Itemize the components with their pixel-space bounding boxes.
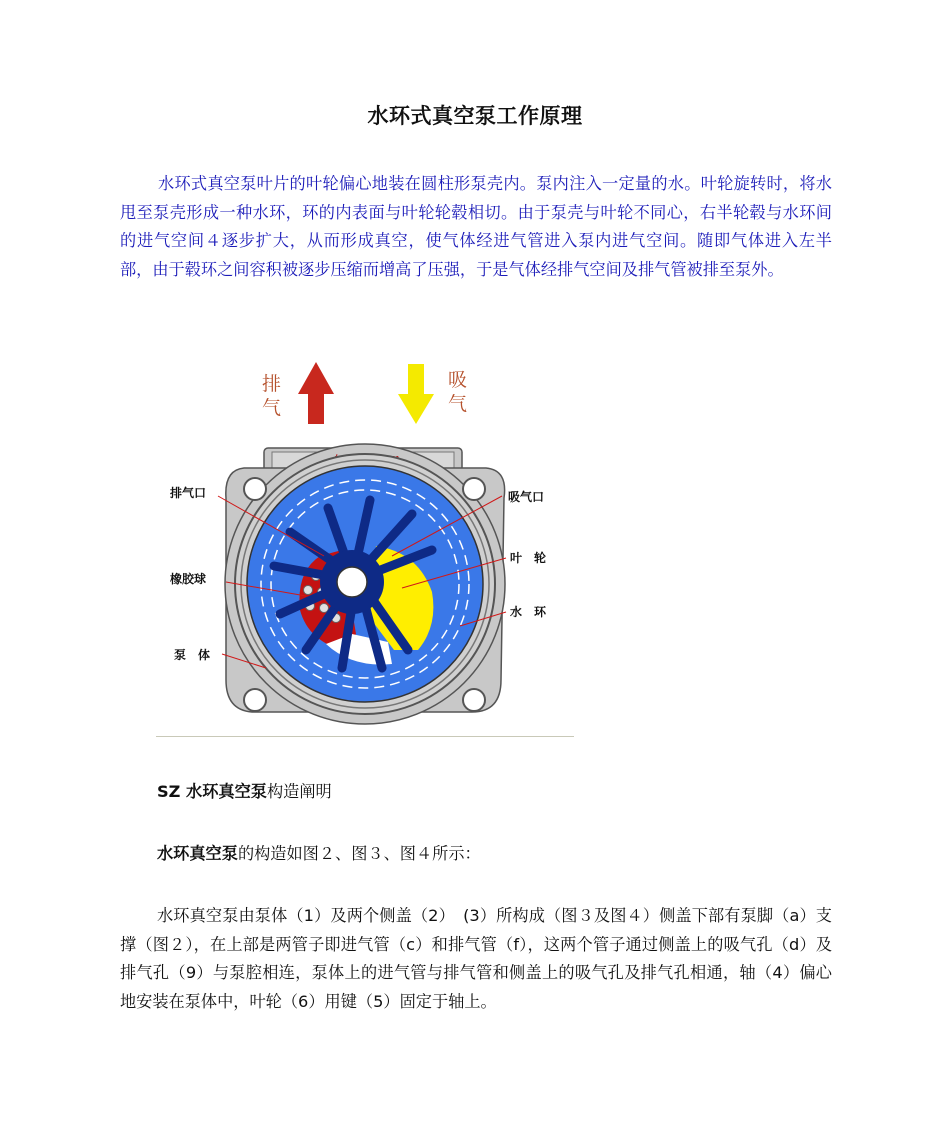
intake-arrow-icon — [398, 364, 434, 424]
label-exhaust-port: 排气口 — [170, 486, 207, 500]
intake-char-2: 气 — [448, 393, 468, 415]
structure-line-bold: 水环真空泵 — [157, 844, 238, 863]
label-impeller: 叶 轮 — [510, 551, 547, 565]
figure-rule — [156, 736, 574, 737]
label-pump-body: 泵 体 — [174, 648, 211, 662]
structure-paragraph: 水环真空泵由泵体（1）及两个侧盖（2） (3）所构成（图３及图４）侧盖下部有泵脚（a）支撑（图２），在上部是两管子即进气管（c）和排气管（f），这两个管子通过侧盖上的吸气孔（d）及排气孔（9）与泵腔相连，泵体上的进气管与排气管和侧盖上的吸气孔及排气孔相通，轴（4）偏心地安装在泵体中，叶轮（6）用键（5）固定于轴上。 — [120, 906, 832, 1011]
page-title: 水环式真空泵工作原理 — [367, 104, 583, 128]
structure-line-rest: 的构造如图２、图３、图４所示： — [237, 844, 481, 863]
label-water-ring: 水 环 — [510, 605, 547, 619]
exhaust-char-1: 排 — [262, 373, 282, 395]
shaft-hole — [337, 567, 367, 597]
section-heading — [157, 778, 332, 802]
intro-paragraph: 水环式真空泵叶片的叶轮偏心地装在圆柱形泵壳内。泵内注入一定量的水。叶轮旋转时，将水甩至泵壳形成一种水环，环的内表面与叶轮轮毂相切。由于泵壳与叶轮不同心，右半轮毂与水环间的进气空间４逐步扩大，从而形成真空，使气体经进气管进入泵内进气空间。随即气体进入左半部，由于毂环之间容积被逐步压缩而增高了压强，于是气体经排气空间及排气管被排至泵外。 — [120, 174, 832, 279]
section-heading-rest: 构造阐明 — [266, 782, 332, 801]
label-rubber-ball: 橡胶球 — [170, 572, 207, 586]
pump-diagram — [156, 350, 574, 740]
exhaust-arrow-icon — [298, 362, 334, 424]
exhaust-char-2: 气 — [262, 397, 282, 419]
section-heading-bold: SZ 水环真空泵 — [157, 782, 267, 801]
label-intake-port: 吸气口 — [508, 490, 545, 504]
intake-char-1: 吸 — [448, 369, 468, 391]
structure-line — [157, 840, 481, 864]
